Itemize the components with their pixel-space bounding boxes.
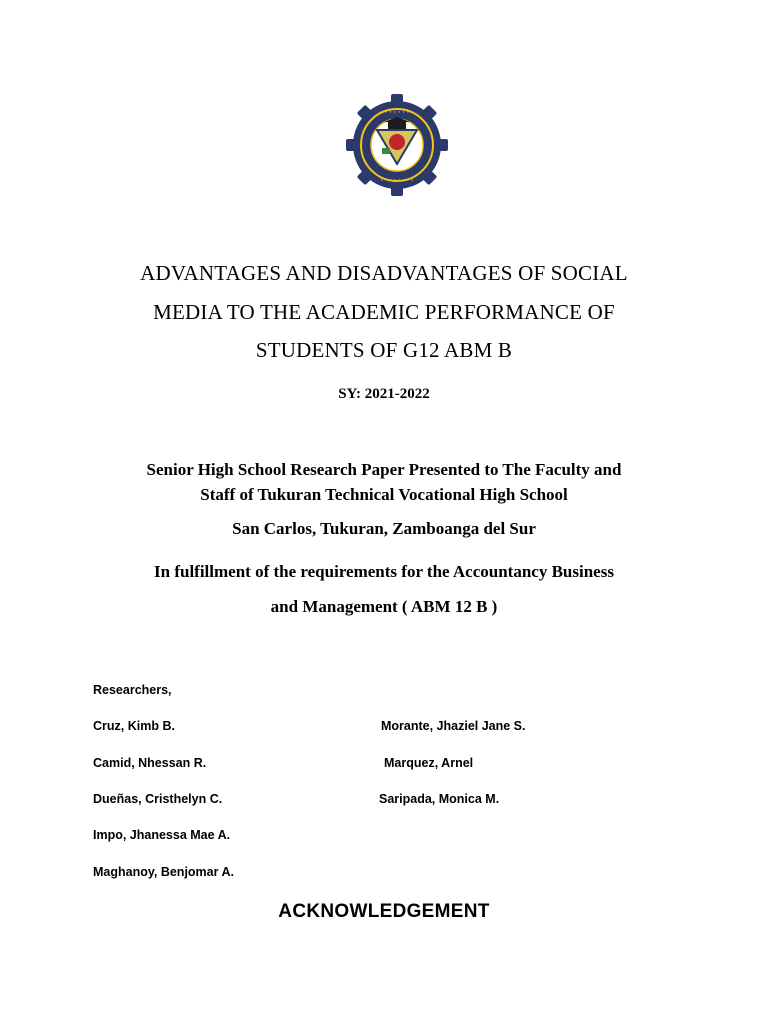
researcher-name: Impo, Jhanessa Mae A. [93, 828, 231, 842]
document-title-line-2: MEDIA TO THE ACADEMIC PERFORMANCE OF [153, 300, 615, 324]
researcher-name: Dueñas, Cristhelyn C. [93, 792, 223, 806]
fulfillment-line-2: and Management ( ABM 12 B ) [270, 597, 498, 616]
presentation-line-2: Staff of Tukuran Technical Vocational High School [200, 485, 568, 504]
document-title-line-3: STUDENTS OF G12 ABM B [255, 338, 513, 362]
presentation-line-1: Senior High School Research Paper Presented to The Faculty and [146, 460, 622, 479]
researcher-name: Maghanoy, Benjomar A. [93, 865, 234, 879]
researchers-heading: Researchers, [93, 683, 172, 697]
document-title-line-1: ADVANTAGES AND DISADVANTAGES OF SOCIAL [140, 261, 628, 285]
svg-text:· · · · · · · ·: · · · · · · · · [380, 109, 414, 116]
researcher-name: Camid, Nhessan R. [93, 756, 207, 770]
researcher-name: Marquez, Arnel [384, 756, 474, 770]
researcher-name: Morante, Jhaziel Jane S. [381, 719, 526, 733]
school-year: SY: 2021-2022 [338, 386, 430, 402]
svg-text:· · · · · · · ·: · · · · · · · · [380, 177, 414, 184]
researcher-name: Saripada, Monica M. [379, 792, 500, 806]
school-location: San Carlos, Tukuran, Zamboanga del Sur [232, 519, 536, 538]
fulfillment-line-1: In fulfillment of the requirements for the Accountancy Business [154, 562, 614, 581]
researcher-name: Cruz, Kimb B. [93, 719, 175, 733]
acknowledgement-heading: ACKNOWLEDGEMENT [278, 901, 490, 922]
school-seal-icon [344, 92, 450, 198]
